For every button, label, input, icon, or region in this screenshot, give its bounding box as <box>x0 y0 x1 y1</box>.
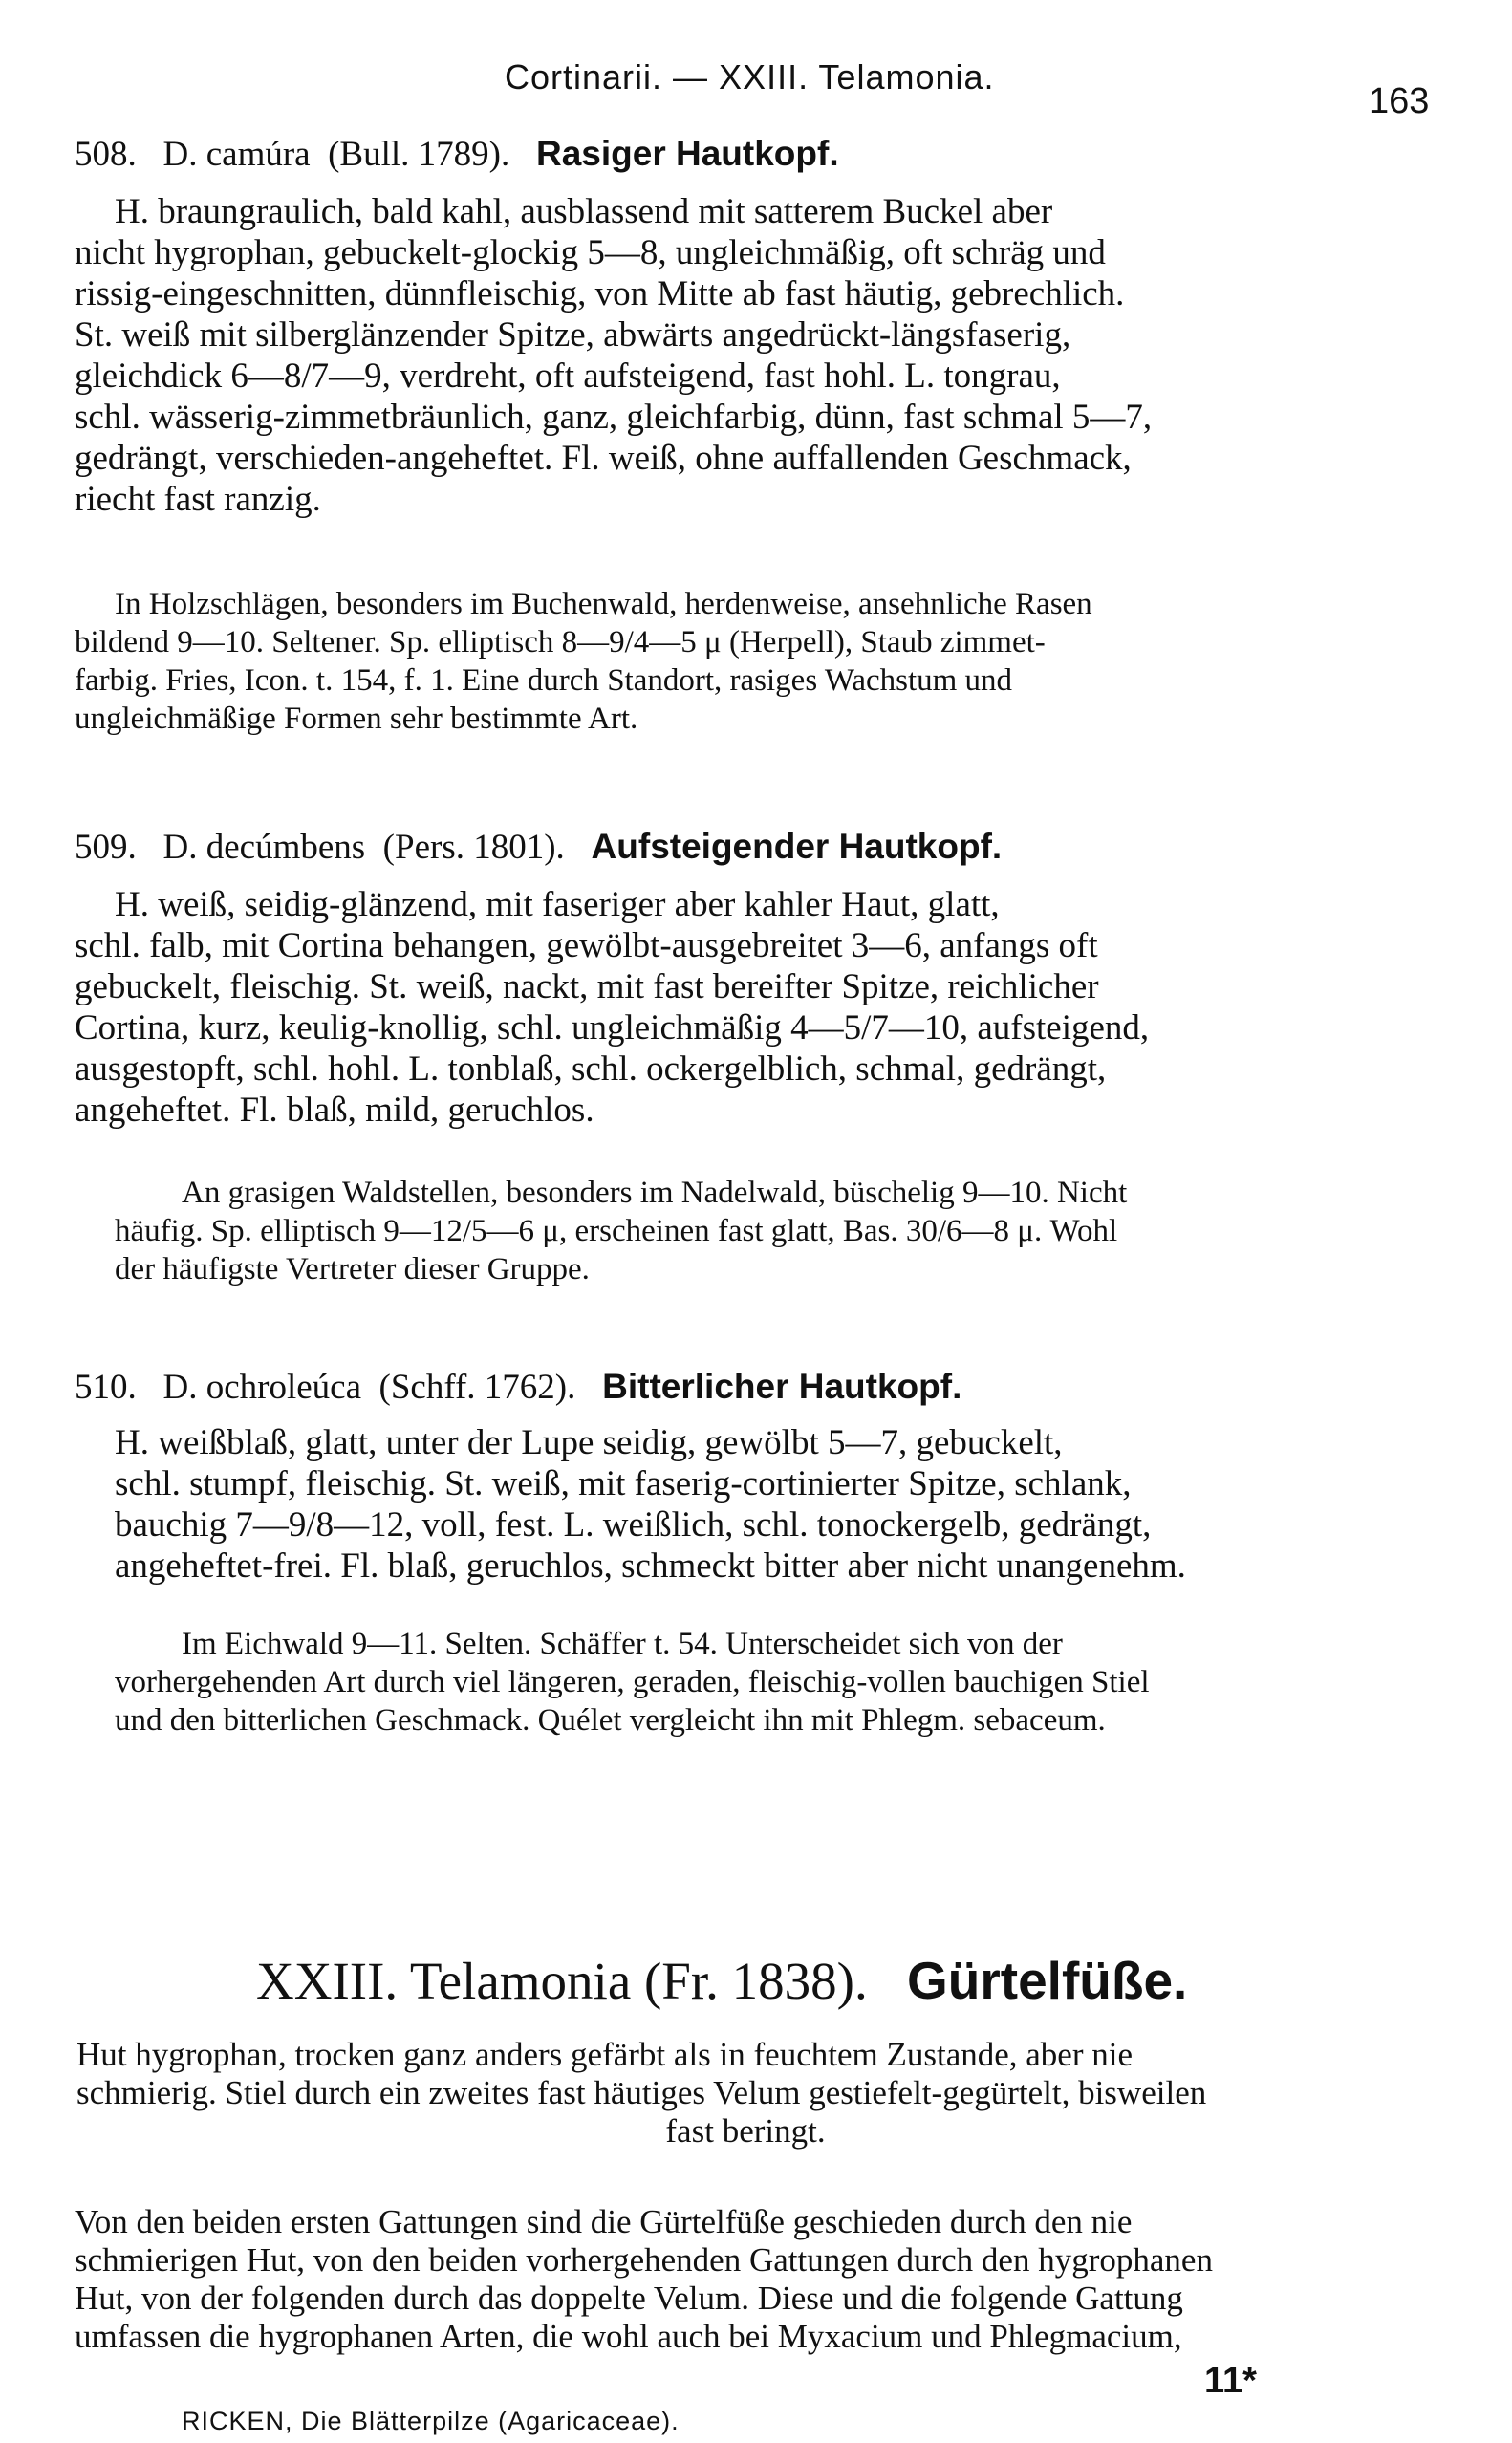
desc-line: schl. falb, mit Cortina behangen, gewölbt-ausgebreitet 3—6, anfangs oft <box>75 926 1098 965</box>
entry-509-description <box>115 884 1415 925</box>
species-author: (Bull. 1789). <box>328 135 510 174</box>
note-line: vorhergehenden Art durch viel längeren, geraden, fleischig-vollen bauchigen Stiel <box>115 1665 1150 1699</box>
entry-508-heading <box>75 134 839 175</box>
desc-line: Cortina, kurz, keulig-knollig, schl. ungleichmäßig 4—5/7—10, aufsteigend, <box>75 1008 1150 1048</box>
entry-510-heading <box>75 1367 961 1408</box>
entry-508-notes <box>115 585 1415 623</box>
species-name: D. ochroleúca <box>162 1368 362 1407</box>
desc-line: ausgestopft, schl. hohl. L. tonblaß, schl. ockergelblich, schmal, gedrängt, <box>75 1049 1107 1089</box>
entry-509-heading <box>75 827 1002 868</box>
intro-line: schmierig. Stiel durch ein zweites fast häutiges Velum gestiefelt-gegürtelt, bisweilen <box>76 2074 1207 2111</box>
entry-number: 510. <box>75 1368 137 1407</box>
entry-number: 508. <box>75 135 137 174</box>
desc-line: angeheftet-frei. Fl. blaß, geruchlos, schmeckt bitter aber nicht unangenehm. <box>115 1546 1186 1586</box>
entry-509-description-cont <box>75 925 1415 1131</box>
entry-508-description <box>115 191 1415 232</box>
entry-number: 509. <box>75 828 137 867</box>
entry-510-notes-cont <box>115 1663 1415 1740</box>
desc-line: gebuckelt, fleischig. St. weiß, nackt, mit fast bereifter Spitze, reichlicher <box>75 967 1099 1006</box>
entry-510-description-cont <box>115 1463 1415 1587</box>
desc-line: riecht fast ranzig. <box>75 480 321 519</box>
desc-line: St. weiß mit silberglänzender Spitze, abwärts angedrückt-längsfaserig, <box>75 315 1071 355</box>
section-common-name: Gürtelfüße. <box>906 1951 1188 2010</box>
common-name: Bitterlicher Hautkopf. <box>602 1367 962 1406</box>
desc-line: nicht hygrophan, gebuckelt-glockig 5—8, ungleichmäßig, oft schräg und <box>75 233 1106 272</box>
common-name: Rasiger Hautkopf. <box>535 134 839 173</box>
desc-line: H. weißblaß, glatt, unter der Lupe seidig, gewölbt 5—7, gebuckelt, <box>115 1423 1063 1462</box>
intro-line: fast beringt. <box>665 2112 826 2150</box>
species-name: D. decúmbens <box>162 828 366 867</box>
running-title: Cortinarii. — XXIII. Telamonia. <box>505 57 995 97</box>
desc-line: H. weiß, seidig-glänzend, mit faseriger aber kahler Haut, glatt, <box>115 885 1000 924</box>
note-line: Im Eichwald 9—11. Selten. Schäffer t. 54. Unterscheidet sich von der <box>182 1627 1063 1661</box>
note-line: bildend 9—10. Seltener. Sp. elliptisch 8—9/4—5 μ (Herpell), Staub zimmet- <box>75 625 1046 659</box>
desc-line: gleichdick 6—8/7—9, verdreht, oft aufsteigend, fast hohl. L. tongrau, <box>75 357 1061 396</box>
desc-line: schl. wässerig-zimmetbräunlich, ganz, gleichfarbig, dünn, fast schmal 5—7, <box>75 398 1153 437</box>
footer-credit: RICKEN, Die Blätterpilze (Agaricaceae). <box>182 2407 680 2435</box>
closing-line: umfassen die hygrophanen Arten, die wohl auch bei Myxacium und Phlegmacium, <box>75 2318 1182 2355</box>
desc-line: rissig-eingeschnitten, dünnfleischig, von Mitte ab fast häutig, gebrechlich. <box>75 274 1125 313</box>
species-author: (Schff. 1762). <box>378 1368 576 1407</box>
page-number: 163 <box>1369 81 1430 121</box>
note-line: der häufigste Vertreter dieser Gruppe. <box>115 1252 590 1286</box>
closing-line: Hut, von der folgenden durch das doppelte Velum. Diese und die folgende Gattung <box>75 2280 1183 2317</box>
entry-510-description <box>115 1422 1415 1463</box>
species-author: (Pers. 1801). <box>382 828 565 867</box>
closing-line: schmierigen Hut, von den beiden vorhergehenden Gattungen durch den hygrophanen <box>75 2241 1213 2279</box>
entry-509-notes-cont <box>115 1212 1415 1288</box>
section-closing-paragraph <box>75 2203 1413 2356</box>
note-line: häufig. Sp. elliptisch 9—12/5—6 μ, erscheinen fast glatt, Bas. 30/6—8 μ. Wohl <box>115 1214 1118 1248</box>
closing-line: Von den beiden ersten Gattungen sind die Gürtelfüße geschieden durch den nie <box>75 2203 1133 2240</box>
section-title <box>256 1950 1187 2011</box>
note-line: An grasigen Waldstellen, besonders im Nadelwald, büschelig 9—10. Nicht <box>182 1176 1128 1210</box>
intro-line: Hut hygrophan, trocken ganz anders gefärbt als in feuchtem Zustande, aber nie <box>76 2036 1133 2073</box>
note-line: farbig. Fries, Icon. t. 154, f. 1. Eine durch Standort, rasiges Wachstum und <box>75 663 1013 698</box>
entry-509-notes <box>182 1174 1415 1212</box>
section-name: XXIII. Telamonia (Fr. 1838). <box>256 1952 868 2010</box>
desc-line: bauchig 7—9/8—12, voll, fest. L. weißlich, schl. tonockergelb, gedrängt, <box>115 1505 1152 1545</box>
desc-line: angeheftet. Fl. blaß, mild, geruchlos. <box>75 1091 594 1130</box>
desc-line: gedrängt, verschieden-angeheftet. Fl. weiß, ohne auffallenden Geschmack, <box>75 439 1132 478</box>
signature-mark: 11* <box>1204 2361 1257 2401</box>
entry-508-notes-cont <box>75 623 1415 738</box>
entry-510-notes <box>182 1625 1415 1663</box>
desc-line: schl. stumpf, fleischig. St. weiß, mit faserig-cortinierter Spitze, schlank, <box>115 1464 1132 1503</box>
note-line: In Holzschlägen, besonders im Buchenwald, herdenweise, ansehnliche Rasen <box>115 587 1092 621</box>
species-name: D. camúra <box>162 135 311 174</box>
note-line: und den bitterlichen Geschmack. Quélet vergleicht ihn mit Phlegm. sebaceum. <box>115 1703 1106 1738</box>
note-line: ungleichmäßige Formen sehr bestimmte Art. <box>75 702 638 736</box>
common-name: Aufsteigender Hautkopf. <box>591 827 1003 866</box>
section-intro <box>76 2036 1415 2151</box>
entry-508-description-cont <box>75 232 1415 520</box>
desc-line: H. braungraulich, bald kahl, ausblassend mit satterem Buckel aber <box>115 192 1053 231</box>
